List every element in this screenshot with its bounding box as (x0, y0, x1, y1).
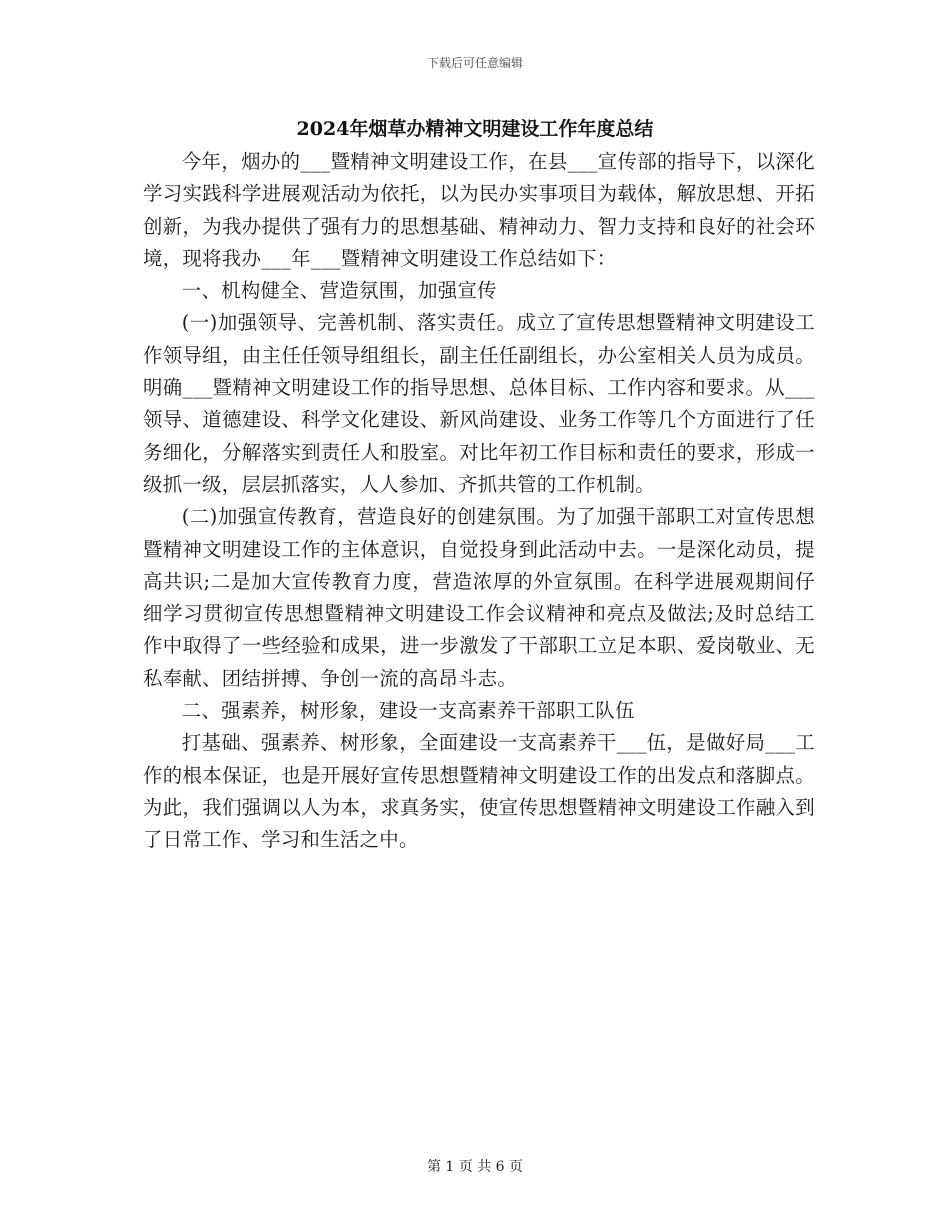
header-note: 下载后可任意编辑 (426, 56, 523, 70)
paragraph-team-building: 打基础、强素养、树形象，全面建设一支高素养干___伍，是做好局___工作的根本保证，也是开展好宣传思想暨精神文明建设工作的出发点和落脚点。为此，我们强调以人为本，求真务实，使宣传思想暨精神文明建设工作融入到了日常工作、学习和生活之中。 (143, 731, 815, 852)
section-heading-1: 一、机构健全、营造氛围，加强宣传 (181, 279, 497, 303)
section-heading-2: 二、强素养，树形象，建设一支高素养干部职工队伍 (181, 699, 635, 723)
document-body (143, 146, 815, 857)
paragraph-intro: 今年，烟办的___暨精神文明建设工作，在县___宣传部的指导下，以深化学习实践科学进展观活动为依托，以为民办实事项目为载体，解放思想、开拓创新，为我办提供了强有力的思想基础、精神动力、智力支持和良好的社会环境，现将我办___年___暨精神文明建设工作总结如下： (143, 150, 815, 270)
paragraph-publicity: (二)加强宣传教育，营造良好的创建氛围。为了加强干部职工对宣传思想暨精神文明建设工作的主体意识，自觉投身到此活动中去。一是深化动员，提高共识;二是加大宣传教育力度，营造浓厚的外宣氛围。在科学进展观期间仔细学习贯彻宣传思想暨精神文明建设工作会议精神和亮点及做法;及时总结工作中取得了一些经验和成果，进一步激发了干部职工立足本职、爱岗敬业、无私奉献、团结拼搏、争创一流的高昂斗志。 (143, 505, 815, 690)
page-number: 第 1 页 共 6 页 (426, 1159, 524, 1175)
paragraph-leadership: (一)加强领导、完善机制、落实责任。成立了宣传思想暨精神文明建设工作领导组，由主任任领导组组长，副主任任副组长，办公室相关人员为成员。明确___暨精神文明建设工作的指导思想、总体目标、工作内容和要求。从___领导、道德建设、科学文化建设、新风尚建设、业务工作等几个方面进行了任务细化，分解落实到责任人和股室。对比年初工作目标和责任的要求，形成一级抓一级，层层抓落实，人人参加、齐抓共管的工作机制。 (143, 311, 815, 496)
document-title: 2024年烟草办精神文明建设工作年度总结 (296, 118, 654, 140)
